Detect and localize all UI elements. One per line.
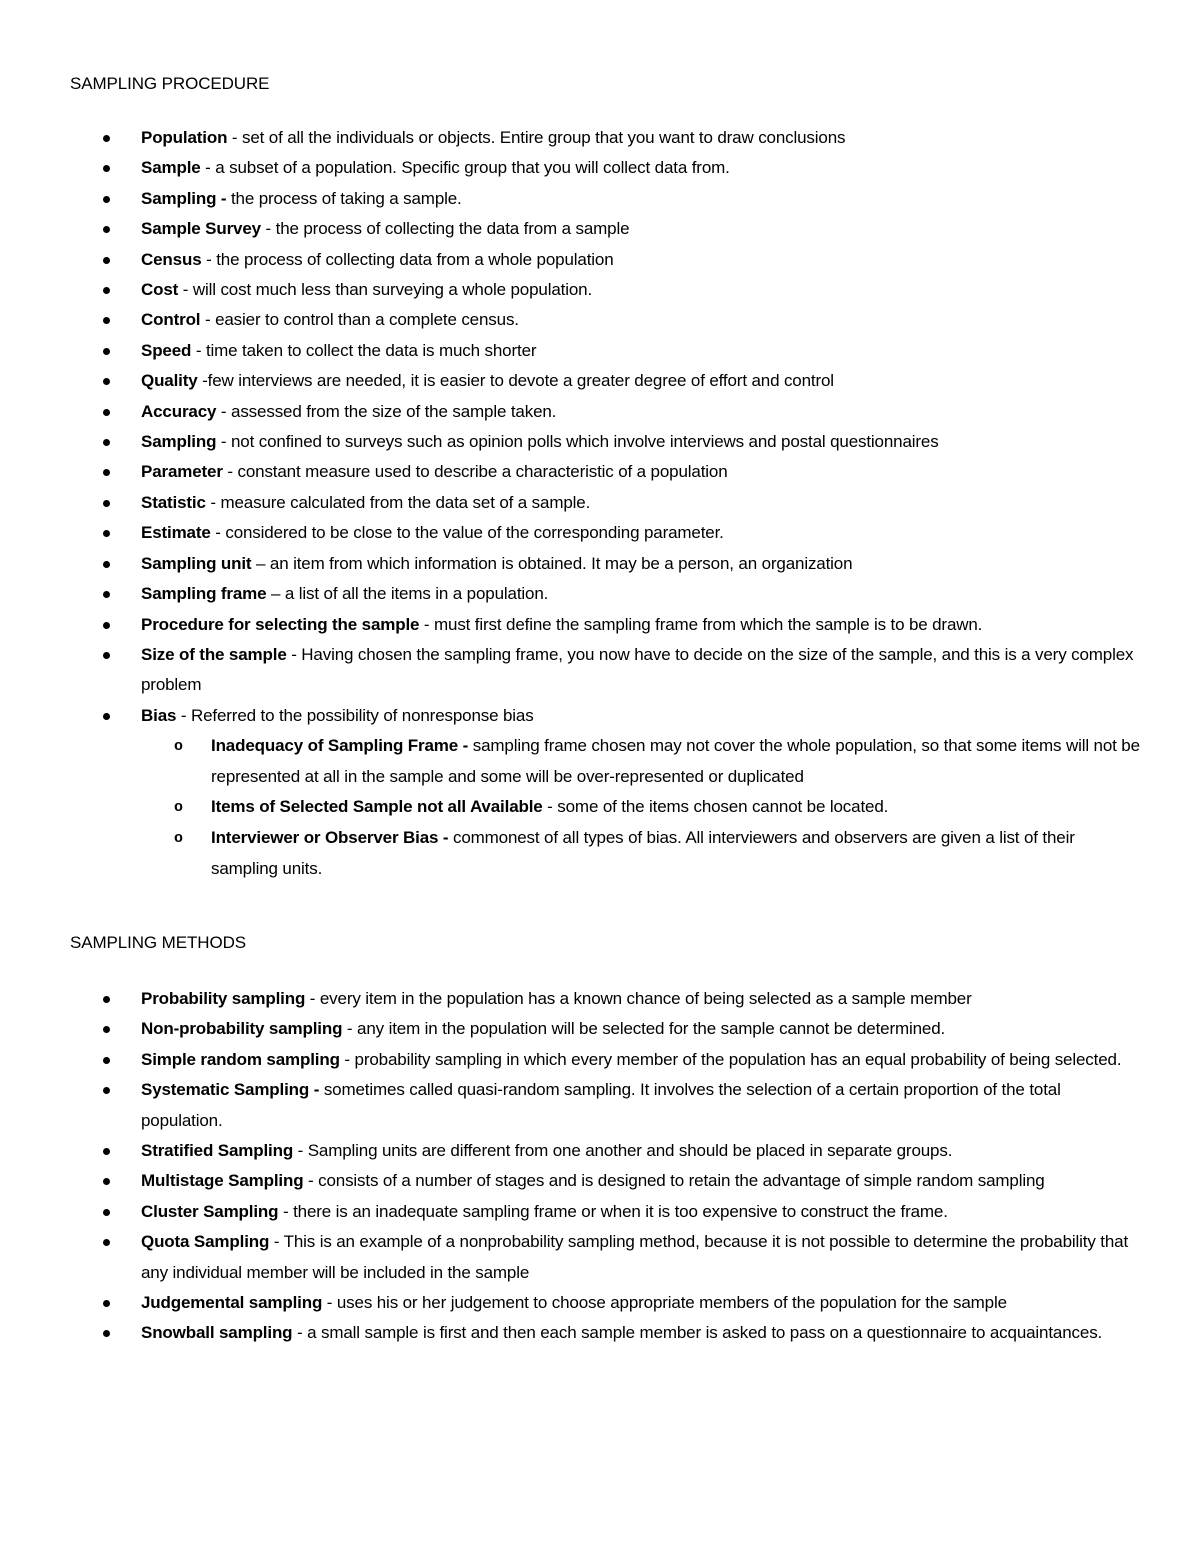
list-item [0, 984, 1141, 1014]
item-term: Census [141, 249, 202, 269]
sub-item-description: commonest of all types of bias. All interviewers and observers are given a list of their sampling units. [211, 827, 1075, 878]
item-separator: - [216, 432, 231, 452]
sub-item-term: Inadequacy of Sampling Frame - [211, 736, 469, 756]
bullet-icon [103, 713, 110, 720]
sub-list [141, 731, 1141, 884]
item-description: an item from which information is obtained. It may be a person, an organization [269, 553, 853, 573]
item-term: Non-probability sampling [141, 1019, 343, 1039]
list-item [0, 1136, 1141, 1166]
bullet-icon [103, 439, 110, 446]
item-description: the process of collecting data from a whole population [216, 249, 614, 269]
item-description: This is an example of a nonprobability sampling method, because it is not possible to determine the probability that any individual member will be included in the sample [141, 1232, 1129, 1282]
item-description: probability sampling in which every member of the population has an equal probability of being selected. [354, 1049, 1122, 1069]
item-term: Systematic Sampling - [141, 1080, 320, 1100]
item-description: constant measure used to describe a characteristic of a population [237, 462, 728, 482]
bullet-icon [103, 226, 110, 233]
bullet-icon [103, 348, 110, 355]
item-term: Procedure for selecting the sample [141, 614, 420, 634]
bullet-icon [103, 1026, 110, 1033]
item-term: Speed [141, 340, 192, 360]
item-term: Sample [141, 158, 201, 178]
sub-item-description: some of the items chosen cannot be located. [557, 797, 889, 817]
sampling-methods-list [0, 984, 1141, 1349]
circle-bullet-icon: o [174, 738, 183, 756]
item-term: Quota Sampling [141, 1232, 270, 1252]
sub-item-description: sampling frame chosen may not cover the whole population, so that some items will not be represented at all in the sample and some will be over-represented or duplicated [211, 736, 1140, 786]
section-heading-sampling-methods: SAMPLING METHODS [70, 933, 246, 952]
bullet-icon [103, 257, 110, 264]
list-item [0, 336, 1141, 366]
item-term: Statistic [141, 492, 206, 512]
item-separator: - [176, 705, 191, 725]
bullet-icon [103, 1057, 110, 1064]
item-term: Cost [141, 280, 179, 300]
item-term: Stratified Sampling [141, 1141, 294, 1161]
item-separator: - [278, 1201, 294, 1221]
item-description: sometimes called quasi-random sampling. It involves the selection of a certain proportion of the total population. [141, 1080, 1061, 1130]
sub-list-item [174, 792, 1141, 823]
item-separator: - [178, 280, 193, 300]
sub-list-item [174, 731, 1141, 792]
item-separator: - [200, 158, 216, 178]
item-separator: - [191, 340, 206, 360]
bullet-icon [103, 1239, 110, 1246]
list-item [0, 1227, 1141, 1288]
item-separator: - [260, 219, 276, 239]
item-description: not confined to surveys such as opinion polls which involve interviews and postal questionnaires [230, 432, 939, 452]
list-item [0, 214, 1141, 244]
item-separator: - [342, 1019, 358, 1039]
bullet-icon [103, 1148, 110, 1155]
list-item [0, 1197, 1141, 1227]
sub-item-term: Items of Selected Sample not all Available [211, 797, 543, 817]
item-description: a list of all the items in a population. [284, 584, 549, 604]
item-term: Simple random sampling [141, 1049, 340, 1069]
item-description: the process of taking a sample. [230, 188, 462, 208]
item-separator: – [266, 584, 285, 604]
list-item [0, 245, 1141, 275]
item-description: considered to be close to the value of the corresponding parameter. [225, 523, 724, 543]
section-heading-sampling-procedure: SAMPLING PROCEDURE [70, 74, 270, 93]
sub-item-term: Interviewer or Observer Bias - [211, 827, 449, 847]
bullet-icon [103, 378, 110, 385]
list-item [0, 123, 1141, 153]
item-description: few interviews are needed, it is easier to devote a greater degree of effort and control [207, 371, 834, 391]
bullet-icon [103, 591, 110, 598]
item-term: Accuracy [141, 401, 217, 421]
bullet-icon [103, 500, 110, 507]
list-item [0, 549, 1141, 579]
list-item [0, 275, 1141, 305]
list-item [0, 640, 1141, 701]
item-separator: - [210, 523, 226, 543]
bullet-icon [103, 165, 110, 172]
list-item [0, 397, 1141, 427]
item-separator: - [205, 492, 221, 512]
item-description: consists of a number of stages and is designed to retain the advantage of simple random sampling [318, 1171, 1045, 1191]
item-separator: - [322, 1293, 337, 1313]
bullet-icon [103, 652, 110, 659]
item-description: there is an inadequate sampling frame or when it is too expensive to construct the frame. [293, 1201, 948, 1221]
item-term: Estimate [141, 523, 211, 543]
item-description: every item in the population has a known chance of being selected as a sample member [319, 989, 972, 1008]
bullet-icon [103, 469, 110, 476]
item-separator: - [293, 1141, 308, 1161]
item-separator: - [286, 644, 302, 664]
list-item [0, 1075, 1141, 1136]
item-term: Population [141, 128, 228, 147]
item-description: any item in the population will be selected for the sample cannot be determined. [357, 1019, 946, 1039]
item-separator: - [227, 128, 242, 147]
item-description: Sampling units are different from one another and should be placed in separate groups. [307, 1141, 953, 1161]
item-description: uses his or her judgement to choose appropriate members of the population for the sample [336, 1293, 1007, 1313]
bullet-icon [103, 622, 110, 629]
item-term: Sampling frame [141, 584, 267, 604]
item-term: Snowball sampling [141, 1323, 293, 1343]
item-term: Quality [141, 371, 198, 391]
circle-bullet-icon: o [174, 799, 183, 817]
bullet-icon [103, 1178, 110, 1185]
bullet-icon [103, 196, 110, 203]
list-item [0, 366, 1141, 396]
item-description: easier to control than a complete census. [215, 310, 519, 330]
list-item [0, 1045, 1141, 1075]
item-term: Judgemental sampling [141, 1293, 323, 1313]
item-description: the process of collecting the data from a sample [275, 219, 630, 239]
bullet-icon [103, 561, 110, 568]
item-description: set of all the individuals or objects. Entire group that you want to draw conclusions [242, 128, 846, 147]
list-item [0, 579, 1141, 609]
item-separator: - [305, 989, 320, 1008]
circle-bullet-icon: o [174, 829, 183, 847]
item-separator: - [292, 1323, 308, 1343]
bullet-icon [103, 1087, 110, 1094]
bullet-icon [103, 530, 110, 537]
item-term: Bias [141, 705, 177, 725]
list-item [0, 1318, 1141, 1348]
item-description: a subset of a population. Specific group that you will collect data from. [215, 158, 730, 178]
list-item [0, 457, 1141, 487]
bullet-icon [103, 135, 110, 142]
bullet-icon [103, 1330, 110, 1337]
item-description: Referred to the possibility of nonresponse bias [190, 705, 534, 725]
item-separator: - [222, 462, 238, 482]
item-description: will cost much less than surveying a whole population. [192, 280, 593, 300]
bullet-icon [103, 1300, 110, 1307]
item-term: Probability sampling [141, 989, 306, 1008]
sampling-procedure-list [0, 123, 1141, 884]
item-separator: - [339, 1049, 355, 1069]
list-item [0, 518, 1141, 548]
item-separator: - [419, 614, 434, 634]
sub-item-separator: - [542, 797, 558, 817]
item-description: Having chosen the sampling frame, you now have to decide on the size of the sample, and this is a very complex problem [141, 644, 1134, 695]
list-item [0, 1288, 1141, 1318]
item-term: Parameter [141, 462, 223, 482]
bullet-icon [103, 287, 110, 294]
bullet-icon [103, 317, 110, 324]
list-item [0, 1166, 1141, 1196]
item-term: Control [141, 310, 201, 330]
item-description: assessed from the size of the sample taken. [231, 401, 557, 421]
item-separator: - [303, 1171, 319, 1191]
list-item [0, 305, 1141, 335]
item-term: Multistage Sampling [141, 1171, 304, 1191]
item-description: a small sample is first and then each sample member is asked to pass on a questionnaire to acquaintances. [307, 1323, 1103, 1343]
item-term: Sample Survey [141, 219, 261, 239]
item-description: measure calculated from the data set of a sample. [220, 492, 591, 512]
bullet-icon [103, 1209, 110, 1216]
item-separator: - [200, 310, 216, 330]
sub-list-item [174, 823, 1141, 884]
item-separator: - [216, 401, 232, 421]
list-item [0, 427, 1141, 457]
list-item [0, 610, 1141, 640]
item-description: time taken to collect the data is much shorter [205, 340, 537, 360]
bullet-icon [103, 409, 110, 416]
item-term: Sampling unit [141, 553, 252, 573]
list-item [0, 488, 1141, 518]
item-term: Sampling [141, 432, 217, 452]
item-term: Size of the sample [141, 644, 287, 664]
item-separator: - [201, 249, 217, 269]
item-separator: - [197, 371, 208, 391]
item-separator: – [251, 553, 270, 573]
list-item [0, 184, 1141, 214]
item-description: must first define the sampling frame from which the sample is to be drawn. [434, 614, 983, 634]
item-separator: - [269, 1232, 284, 1252]
bullet-icon [103, 996, 110, 1003]
item-term: Cluster Sampling [141, 1201, 279, 1221]
list-item [0, 1014, 1141, 1044]
item-term: Sampling - [141, 188, 227, 208]
list-item [0, 701, 1141, 884]
list-item [0, 153, 1141, 183]
